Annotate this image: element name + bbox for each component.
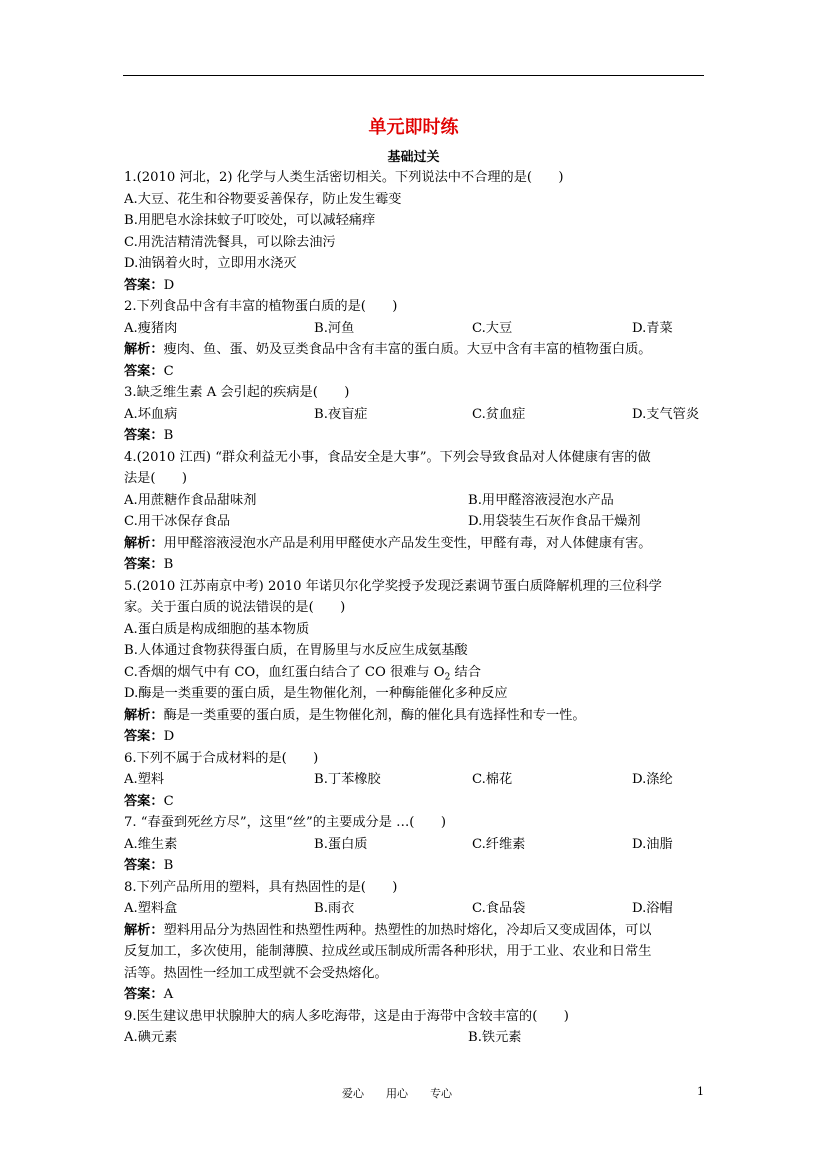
q9-option-b: B.铁元素 <box>468 1030 522 1045</box>
q2-answer: 答案：C <box>124 363 174 379</box>
q4-analysis: 解析：用甲醛溶液浸泡水产品是利用甲醛使水产品发生变性，甲醛有毒，对人体健康有害。 <box>124 535 652 551</box>
q2-option-b: B.河鱼 <box>314 320 355 336</box>
q6-stem: 6.下列不属于合成材料的是( ) <box>124 750 319 766</box>
q3-stem: 3.缺乏维生素 A 会引起的疾病是( ) <box>124 385 350 400</box>
question-list <box>124 167 706 1049</box>
q9-stem: 9.医生建议患甲状腺肿大的病人多吃海带，这是由于海带中含较丰富的( ) <box>124 1008 569 1024</box>
q1-answer: 答案：D <box>124 277 175 293</box>
q2-analysis: 解析：瘦肉、鱼、蛋、奶及豆类食品中含有丰富的蛋白质。大豆中含有丰富的植物蛋白质。 <box>124 342 652 357</box>
page-title: 单元即时练 <box>368 117 459 138</box>
q3-option-d: D.支气管炎 <box>632 406 700 422</box>
q7-option-d: D.油脂 <box>632 836 673 852</box>
q8-analysis-line1: 解析：塑料用品分为热固性和热塑性两种。热塑性的加热时熔化，冷却后又变成固体，可以 <box>124 922 652 938</box>
q2-option-a: A.瘦猪肉 <box>124 320 178 336</box>
q9-option-a: A.碘元素 <box>124 1030 178 1045</box>
q5-analysis: 解析：酶是一类重要的蛋白质，是生物催化剂，酶的催化具有选择性和专一性。 <box>124 707 586 723</box>
q7-stem: 7. “春蚕到死丝方尽”，这里“丝”的主要成分是 …( ) <box>124 815 446 830</box>
q4-option-a: A.用蔗糖作食品甜味剂 <box>124 492 257 508</box>
q2-stem: 2.下列食品中含有丰富的植物蛋白质的是( ) <box>124 299 398 314</box>
q7-answer: 答案：B <box>124 858 174 873</box>
q5-stem-line2: 家。关于蛋白质的说法错误的是( ) <box>124 600 346 615</box>
q5-stem-line1: 5.(2010 江苏南京中考) 2010 年诺贝尔化学奖授予发现泛素调节蛋白质降解机理的三位科学 <box>124 578 662 594</box>
q3-options <box>124 404 706 426</box>
q7-options <box>124 834 706 856</box>
q3-option-b: B.夜盲症 <box>314 406 368 422</box>
q6-option-c: C.棉花 <box>472 772 513 787</box>
q4-option-d: D.用袋装生石灰作食品干燥剂 <box>468 514 641 529</box>
q8-option-b: B.雨衣 <box>314 901 355 916</box>
q2-option-d: D.青菜 <box>632 320 673 336</box>
page-number: 1 <box>697 1085 704 1098</box>
q3-option-a: A.坏血病 <box>124 406 178 422</box>
q4-option-c: C.用干冰保存食品 <box>124 514 231 529</box>
q8-option-a: A.塑料盒 <box>124 901 178 916</box>
q4-answer: 答案：B <box>124 557 174 572</box>
q6-option-b: B.丁苯橡胶 <box>314 772 381 787</box>
q5-option-d: D.酶是一类重要的蛋白质，是生物催化剂，一种酶能催化多种反应 <box>124 686 508 701</box>
q7-option-b: B.蛋白质 <box>314 836 368 852</box>
q5-option-a: A.蛋白质是构成细胞的基本物质 <box>124 621 310 637</box>
q6-answer: 答案：C <box>124 793 174 809</box>
q2-option-c: C.大豆 <box>472 320 513 336</box>
q6-option-d: D.涤纶 <box>632 772 673 787</box>
q6-option-a: A.塑料 <box>124 772 165 787</box>
q3-option-c: C.贫血症 <box>472 406 526 422</box>
q4-options-ab <box>124 490 706 512</box>
q8-analysis-line2: 反复加工，多次使用，能制薄膜、拉成丝或压制成所需各种形状，用于工业、农业和日常生 <box>124 944 652 959</box>
q8-answer: 答案：A <box>124 987 174 1002</box>
q4-stem-line1: 4.(2010 江西) “群众利益无小事，食品安全是大事”。下列会导致食品对人体健康有害的做 <box>124 449 651 465</box>
q4-stem-line2: 法是( ) <box>124 471 188 486</box>
q5-answer: 答案：D <box>124 729 175 744</box>
q5-option-c: C.香烟的烟气中有 CO，血红蛋白结合了 CO 很难与 $O_2$ 结合 <box>124 664 481 683</box>
q8-analysis-line3: 活等。热固性一经加工成型就不会受热熔化。 <box>124 965 388 981</box>
q1-option-c: C.用洗洁精清洗餐具，可以除去油污 <box>124 234 336 250</box>
q7-option-c: C.纤维素 <box>472 836 526 852</box>
q2-options <box>124 318 706 340</box>
q7-option-a: A.维生素 <box>124 836 178 852</box>
q6-options <box>124 769 706 791</box>
q1-option-d: D.油锅着火时，立即用水浇灭 <box>124 256 297 271</box>
q1-stem: 1.(2010 河北，2) 化学与人类生活密切相关。下列说法中不合理的是( ) <box>124 170 564 185</box>
section-title: 基础过关 <box>387 150 440 165</box>
q1-option-a: A.大豆、花生和谷物要妥善保存，防止发生霉变 <box>124 191 402 207</box>
q1-option-b: B.用肥皂水涂抹蚊子叮咬处，可以减轻痛痒 <box>124 213 376 228</box>
q4-option-b: B.用甲醛溶液浸泡水产品 <box>468 492 614 508</box>
footer-slogan: 爱心 用心 专心 <box>342 1087 452 1100</box>
q8-options <box>124 898 706 920</box>
q4-options-cd <box>124 511 706 533</box>
q5-option-b: B.人体通过食物获得蛋白质，在胃肠里与水反应生成氨基酸 <box>124 643 468 658</box>
q8-stem: 8.下列产品所用的塑料，具有热固性的是( ) <box>124 879 398 895</box>
q3-answer: 答案：B <box>124 428 174 443</box>
q9-options <box>124 1027 706 1049</box>
q8-option-c: C.食品袋 <box>472 901 526 916</box>
q8-option-d: D.浴帽 <box>632 901 673 916</box>
header-rule <box>123 75 704 76</box>
